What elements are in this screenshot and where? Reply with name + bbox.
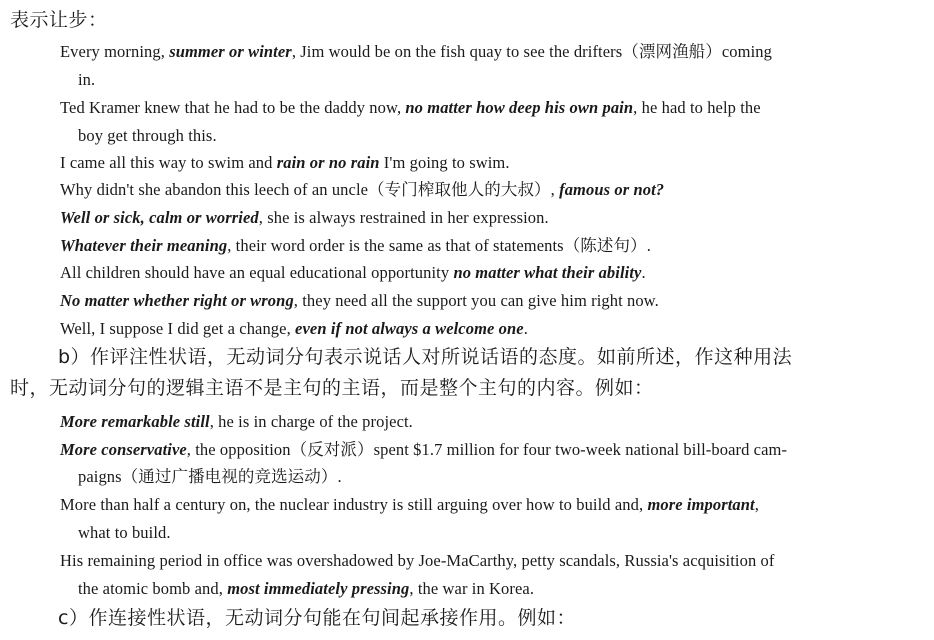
example-text: , the opposition（反对派）spent $1.7 million for four two-week national bill-board cam- — [186, 440, 788, 459]
section-heading: 表示让步： — [10, 9, 108, 31]
example-text: All children should have an equal educational opportunity — [60, 263, 454, 282]
example-text: the atomic bomb and, — [78, 579, 228, 598]
example-text: . — [523, 319, 528, 338]
example-line — [60, 98, 761, 118]
example-text: Why didn't she abandon this leech of an uncle（专门榨取他人的大叔）, — [60, 180, 560, 199]
example-text: His remaining period in office was overshadowed by Joe-MaCarthy, petty scandals, Russia's acquisition of — [60, 551, 775, 570]
example-emphasis: even if not always a welcome one — [295, 319, 524, 338]
example-text: , their word order is the same as that of statements（陈述句）. — [227, 236, 651, 255]
example-text: , Jim would be on the fish quay to see the drifters（漂网渔船）coming — [291, 42, 772, 61]
example-line — [60, 412, 413, 432]
example-line — [60, 236, 651, 256]
example-emphasis: Whatever their meaning — [60, 236, 228, 255]
example-text: Well, I suppose I did get a change, — [60, 319, 296, 338]
example-line — [60, 319, 528, 339]
example-continuation: paigns（通过广播电视的竞选运动）. — [78, 467, 342, 486]
example-text: Ted Kramer knew that he had to be the daddy now, — [60, 98, 406, 117]
example-text: Every morning, — [60, 42, 170, 61]
example-text: . — [641, 263, 646, 282]
example-text: , he had to help the — [633, 98, 761, 117]
example-line — [60, 42, 772, 62]
example-emphasis: more important — [647, 495, 755, 514]
example-emphasis: No matter whether right or wrong — [60, 291, 294, 310]
example-text: More than half a century on, the nuclear industry is still arguing over how to build and, — [60, 495, 648, 514]
example-text: , he is in charge of the project. — [209, 412, 413, 431]
example-emphasis: More conservative — [60, 440, 187, 459]
example-continuation: what to build. — [78, 523, 171, 542]
example-emphasis: no matter what their ability — [453, 263, 642, 282]
example-emphasis: famous or not? — [559, 180, 665, 199]
example-line — [60, 208, 549, 228]
example-line — [60, 440, 787, 460]
example-line — [60, 291, 659, 311]
example-emphasis: no matter how deep his own pain — [405, 98, 634, 117]
example-text: I'm going to swim. — [379, 153, 510, 172]
example-continuation: boy get through this. — [78, 126, 217, 145]
example-continuation: in. — [78, 70, 96, 89]
example-continuation — [78, 579, 534, 599]
example-line — [60, 263, 646, 283]
example-line — [60, 180, 664, 200]
example-line — [60, 551, 774, 571]
example-emphasis: Well or sick, calm or worried — [60, 208, 259, 227]
section-b-paragraph-cont: 时，无动词分句的逻辑主语不是主句的主语，而是整个主句的内容。例如： — [10, 377, 654, 399]
example-emphasis: most immediately pressing — [227, 579, 410, 598]
example-emphasis: More remarkable still — [60, 412, 210, 431]
example-text: , she is always restrained in her expression. — [258, 208, 549, 227]
example-text: , they need all the support you can give him right now. — [293, 291, 659, 310]
example-line — [60, 495, 759, 515]
example-emphasis: rain or no rain — [276, 153, 380, 172]
example-text: I came all this way to swim and — [60, 153, 277, 172]
section-c-paragraph: c）作连接性状语，无动词分句能在句间起承接作用。例如： — [58, 607, 576, 629]
example-emphasis: summer or winter — [169, 42, 292, 61]
example-text: , — [754, 495, 759, 514]
example-text: , the war in Korea. — [409, 579, 535, 598]
example-line — [60, 153, 510, 173]
section-b-paragraph: b）作评注性状语，无动词分句表示说话人对所说话语的态度。如前所述，作这种用法 — [58, 346, 793, 368]
